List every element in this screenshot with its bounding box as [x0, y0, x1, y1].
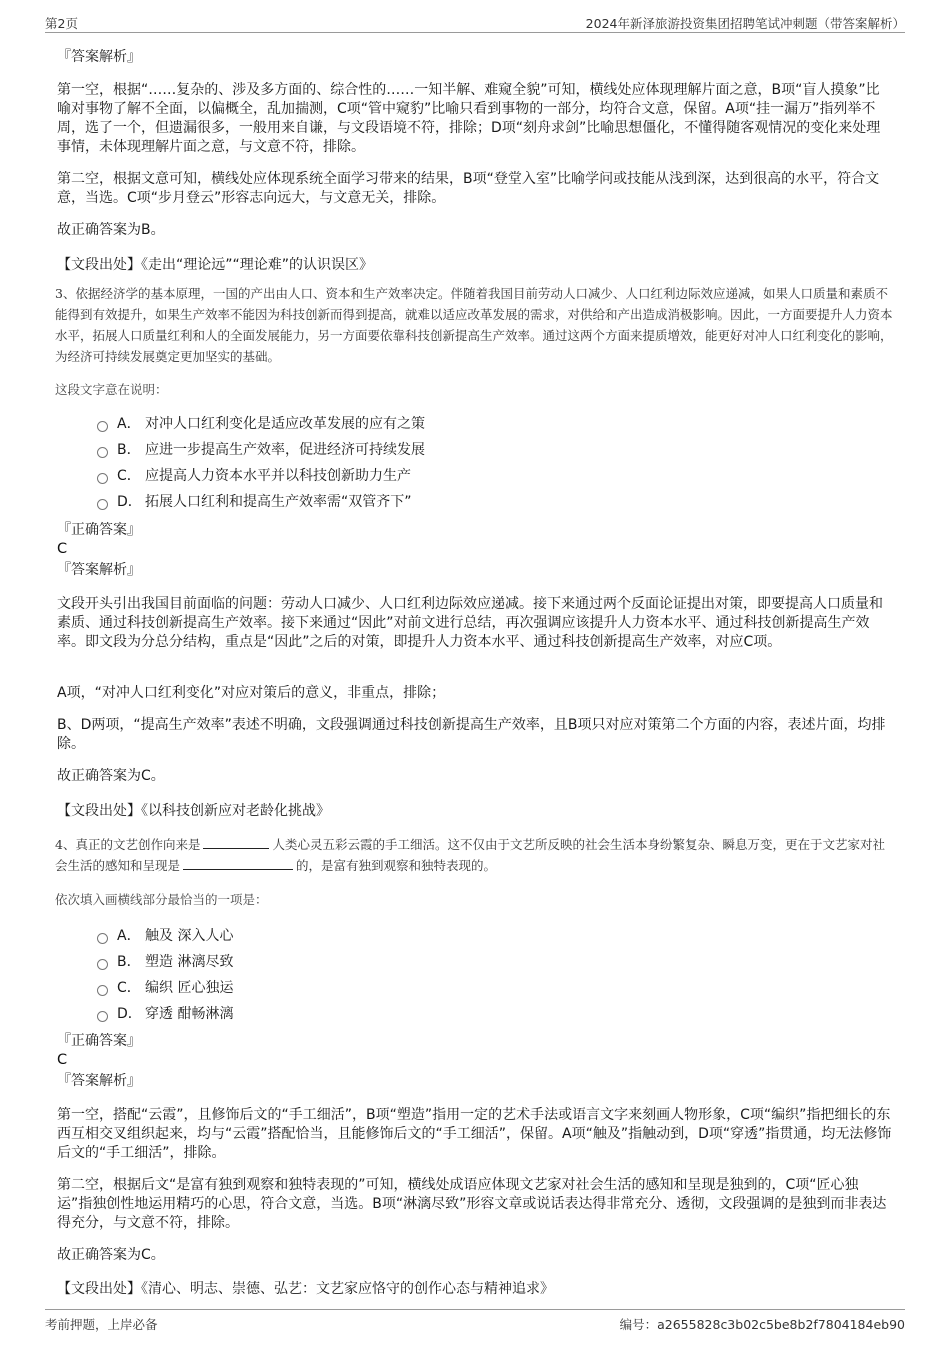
option-letter: D．	[117, 494, 142, 510]
option-text: 触及 深入人心	[145, 928, 234, 944]
analysis-paragraph: A项，“对冲人口红利变化”对应对策后的意义，非重点，排除；	[57, 685, 446, 701]
fill-blank	[183, 857, 293, 870]
analysis-label: 『答案解析』	[57, 562, 141, 578]
fill-blank	[203, 836, 269, 849]
correct-answer: C	[57, 1052, 68, 1068]
stem-text: 人类心灵五彩云霞的手工细活。这不仅由于文艺所反映的社会生活本身纷繁复杂、瞬息万变，更在于文艺家对社会生活的感知和呈现是	[55, 837, 885, 873]
passage-source: 【文段出处】《走出“理论远”“理论难”的认识误区》	[57, 257, 374, 273]
option-letter: A．	[117, 928, 141, 944]
option-letter: C．	[117, 980, 141, 996]
option-letter: B．	[117, 954, 141, 970]
analysis-paragraph: B、D两项，“提高生产效率”表述不明确，文段强调通过科技创新提高生产效率，且B项只对应对策第二个方面的内容，表述片面，均排除。	[57, 717, 886, 752]
radio-icon[interactable]	[97, 1011, 108, 1022]
question-prompt: 依次填入画横线部分最恰当的一项是：	[55, 892, 268, 907]
radio-icon[interactable]	[97, 985, 108, 996]
option-b[interactable]	[97, 953, 233, 972]
option-letter: D．	[117, 1006, 142, 1022]
radio-icon[interactable]	[97, 499, 108, 510]
radio-icon[interactable]	[97, 447, 108, 458]
footer-slogan: 考前押题，上岸必备	[45, 1317, 158, 1332]
analysis-conclusion: 故正确答案为B。	[57, 222, 165, 238]
option-text: 塑造 淋漓尽致	[145, 954, 234, 970]
option-c[interactable]	[97, 979, 233, 998]
radio-icon[interactable]	[97, 421, 108, 432]
analysis-paragraph: 第二空，根据后文“是富有独到观察和独特表现的”可知，横线处成语应体现文艺家对社会生活的感知和呈现是独到的，C项“匠心独运”指独创性地运用精巧的心思，符合文意，当选。B项“淋漓尽致”形容文章或说话表达得非常充分、透彻，文段强调的是独到而非表达得充分，与文意不符，排除。	[57, 1177, 887, 1231]
analysis-paragraph: 第一空，根据“……复杂的、涉及多方面的、综合性的……一知半解、难窥全貌”可知，横线处应体现理解片面之意，B项“盲人摸象”比喻对事物了解不全面，以偏概全，乱加揣测，C项“管中窥豹”比喻只看到事物的一部分，均符合文意，保留。A项“挂一漏万”指列举不周，选了一个，但遗漏很多，一般用来自谦，与文段语境不符，排除；D项“刻舟求剑”比喻思想僵化，不懂得随客观情况的变化来处理事情，未体现理解片面之意，与文意不符，排除。	[57, 82, 881, 155]
analysis-paragraph: 文段开头引出我国目前面临的问题：劳动人口减少、人口红利边际效应递减。接下来通过两个反面论证提出对策，即要提高人口质量和素质、通过科技创新提高生产效率。接下来通过“因此”对前文进行总结，再次强调应该提升人力资本水平、通过科技创新提高生产效率。即文段为分总分结构，重点是“因此”之后的对策，即提升人力资本水平、通过科技创新提高生产效率，对应C项。	[57, 596, 883, 650]
question-prompt: 这段文字意在说明：	[55, 382, 168, 397]
page-number: 第2页	[45, 16, 78, 31]
option-text: 编织 匠心独运	[145, 980, 234, 996]
correct-answer-label: 『正确答案』	[57, 522, 141, 538]
option-letter: C．	[117, 468, 141, 484]
question-stem: 3、依据经济学的基本原理，一国的产出由人口、资本和生产效率决定。伴随着我国目前劳动人口减少、人口红利边际效应递减，如果人口质量和素质不能得到有效提升，如果生产效率不能因为科技创新而得到提高，就难以适应改革发展的需求，对供给和产出造成消极影响。因此，一方面要提升人力资本水平，拓展人口质量红利和人的全面发展能力，另一方面要依靠科技创新提高生产效率。通过这两个方面来提质增效，能更好对冲人口红利变化的影响，为经济可持续发展奠定更加坚实的基础。	[55, 286, 893, 364]
correct-answer-label: 『正确答案』	[57, 1033, 141, 1049]
document-id: 编号：a2655828c3b02c5be8b2f7804184eb90	[619, 1317, 905, 1332]
analysis-paragraph: 第一空，搭配“云霞”，且修饰后文的“手工细活”，B项“塑造”指用一定的艺术手法或语言文字来刻画人物形象，C项“编织”指把细长的东西互相交叉组织起来，均与“云霞”搭配恰当，且能修饰后文的“手工细活”，保留。A项“触及”指触动到，D项“穿透”指贯通，均无法修饰后文的“手工细活”，排除。	[57, 1107, 892, 1161]
analysis-conclusion: 故正确答案为C。	[57, 768, 165, 784]
passage-source: 【文段出处】《清心、明志、崇德、弘艺：文艺家应恪守的创作心态与精神追求》	[57, 1281, 554, 1297]
option-d[interactable]	[97, 493, 412, 512]
document-title: 2024年新泽旅游投资集团招聘笔试冲刺题（带答案解析）	[585, 16, 905, 31]
analysis-label: 『答案解析』	[57, 1073, 141, 1089]
radio-icon[interactable]	[97, 933, 108, 944]
analysis-label: 『答案解析』	[57, 49, 141, 65]
option-text: 应提高人力资本水平并以科技创新助力生产	[145, 468, 411, 484]
option-c[interactable]	[97, 467, 411, 486]
radio-icon[interactable]	[97, 473, 108, 484]
option-a[interactable]	[97, 927, 233, 946]
option-letter: B．	[117, 442, 141, 458]
stem-text: 4、真正的文艺创作向来是	[55, 837, 201, 852]
page-header	[45, 10, 905, 33]
option-b[interactable]	[97, 441, 425, 460]
option-text: 对冲人口红利变化是适应改革发展的应有之策	[145, 416, 425, 432]
option-text: 应进一步提高生产效率，促进经济可持续发展	[145, 442, 425, 458]
question-stem	[55, 834, 895, 876]
analysis-conclusion: 故正确答案为C。	[57, 1247, 165, 1263]
stem-text: 的，是富有独到观察和独特表现的。	[296, 858, 497, 873]
option-text: 拓展人口红利和提高生产效率需“双管齐下”	[145, 494, 412, 510]
radio-icon[interactable]	[97, 959, 108, 970]
option-letter: A．	[117, 416, 141, 432]
page-footer	[45, 1309, 905, 1336]
option-text: 穿透 酣畅淋漓	[145, 1006, 234, 1022]
passage-source: 【文段出处】《以科技创新应对老龄化挑战》	[57, 803, 330, 819]
option-a[interactable]	[97, 415, 425, 434]
correct-answer: C	[57, 541, 68, 557]
analysis-paragraph: 第二空，根据文意可知，横线处应体现系统全面学习带来的结果，B项“登堂入室”比喻学问或技能从浅到深，达到很高的水平，符合文意，当选。C项“步月登云”形容志向远大，与文意无关，排除。	[57, 171, 880, 206]
option-d[interactable]	[97, 1005, 233, 1024]
